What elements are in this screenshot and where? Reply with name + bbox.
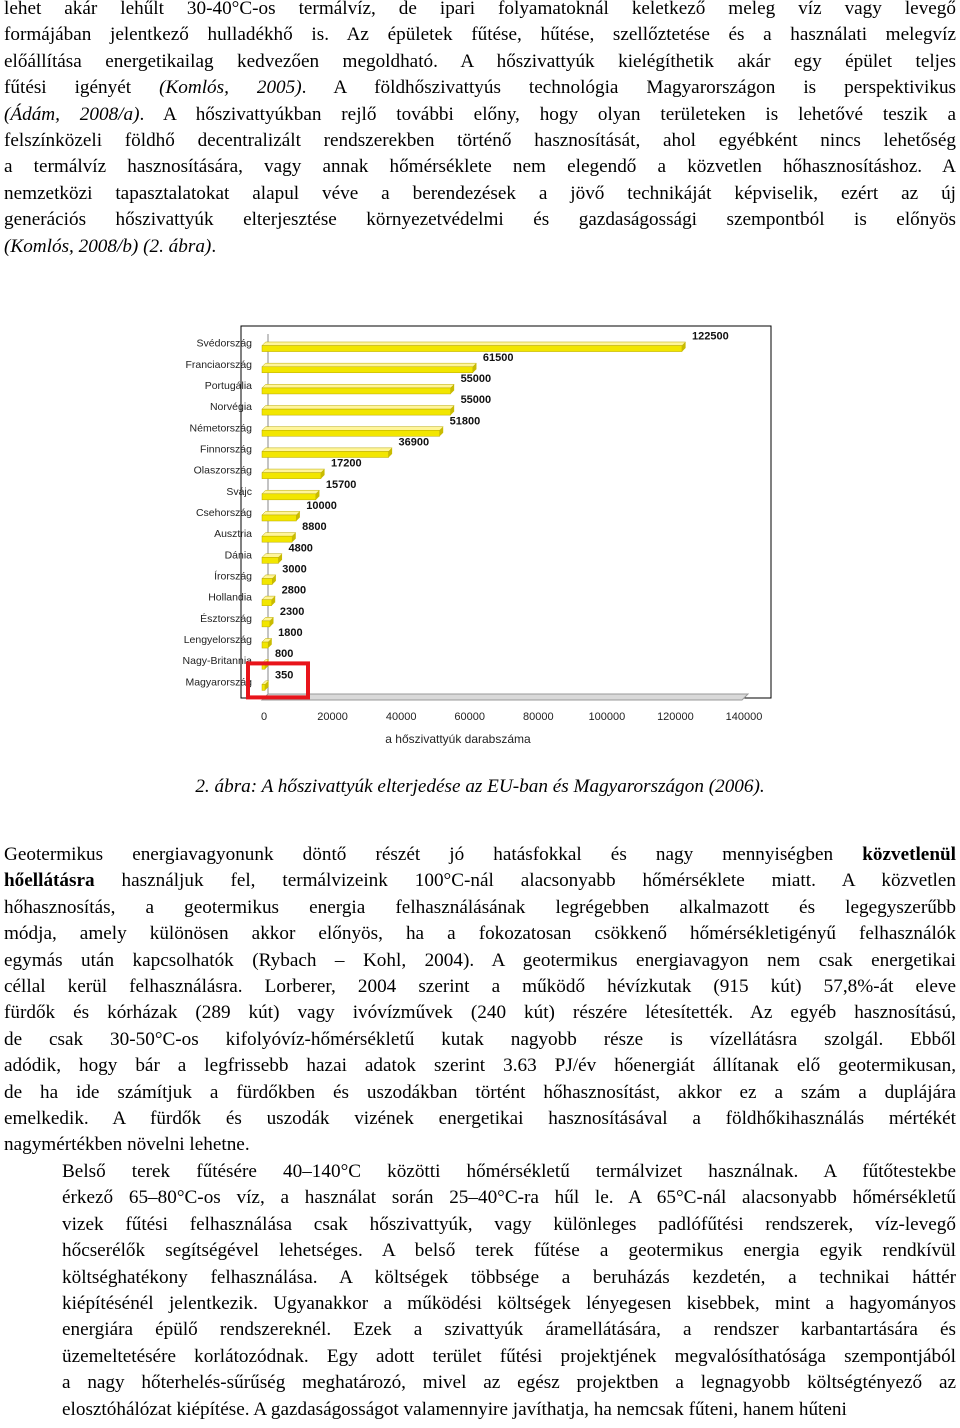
bar — [262, 515, 296, 521]
text-line: a termálvíz hasznosítására, vagy annak hőmérséklete nem elegendő a közvetlen hőhasznosításhoz. A — [4, 156, 956, 178]
text-line: formájában jelentkező hulladékhő is. Az épületek fűtése, hűtése, szellőztetése és a használati melegvíz — [4, 24, 956, 46]
bar — [262, 473, 321, 479]
value-label: 51800 — [449, 415, 481, 428]
text-line: lehet akár lehűlt 30-40°C-os termálvíz, de ipari folyamatoknál keletkező meleg víz vagy levegő — [4, 0, 956, 19]
category-label: Portugália — [204, 379, 252, 392]
figure-caption: 2. ábra: A hőszivattyúk elterjedése az EU-ban és Magyarországon (2006). — [195, 776, 765, 797]
category-label: Ausztria — [214, 528, 252, 541]
bar-top — [262, 448, 392, 452]
value-label: 10000 — [306, 500, 337, 512]
bar — [262, 536, 292, 542]
text-line: de ha ide számítjuk a fürdőkben és uszodákban történt hőhasznosítást, akkor ez a szám a duplájára — [4, 1081, 956, 1103]
category-label: Svédország — [196, 337, 252, 350]
text-line: egymás után kapcsolhatók (Rybach – Kohl, 2004). A geotermikus energiavagyon nem csak energetikai — [4, 949, 956, 971]
value-label: 15700 — [325, 478, 357, 491]
text-line: előállítása energetikailag kedvezően megoldható. A hőszivattyúk kielégíthetik akár egy épület teljes — [4, 50, 956, 72]
bar-top — [262, 363, 476, 367]
chart-floor — [262, 694, 748, 700]
category-label: Norvégia — [209, 401, 252, 414]
category-label: Csehország — [195, 507, 252, 519]
value-label: 800 — [275, 648, 294, 661]
plot-area — [241, 326, 771, 698]
value-label: 350 — [275, 669, 294, 682]
bar — [262, 494, 316, 500]
text-line: Belső terek fűtésére 40–140°C közötti hőmérsékletű termálvizet használnak. A fűtőtestekbe — [62, 1161, 956, 1182]
bar — [262, 367, 473, 373]
value-label: 1800 — [278, 627, 303, 640]
text-line: érkező 65–80°C-os víz, a használat során 25–40°C-ra hűl le. A 65°C-nál alacsonyabb hőmérsékletű — [62, 1187, 956, 1209]
x-tick-label: 140000 — [725, 711, 763, 723]
text-line: (Ádám, 2008/a). A hőszivattyúkban rejlő további előny, hogy olyan területeken is lehetővé teszik a — [4, 103, 957, 125]
text-line: céllal kerül felhasználásra. Lorberer, 2004 szerint a működő hévízkutak (915 kút) 57,8%-át eleve — [4, 976, 956, 998]
text-line: nemzetközi tapasztalatokat alapul véve a berendezések a jövő technikáját képviselik, ezért az új — [4, 182, 956, 204]
text-line: nagymértékben növelni lehetne. — [4, 1134, 250, 1156]
bar-top — [262, 427, 443, 431]
x-tick-label: 100000 — [588, 711, 626, 723]
category-label: Hollandia — [208, 591, 252, 604]
text-line: emelkedik. A fürdők és uszodák vizének energetikai hasznosításával a földhőkihasználás mértékét — [4, 1108, 956, 1130]
value-label: 55000 — [460, 394, 492, 407]
text-line: üzemeltetésére korlátozódnak. Egy adott terület fűtési projektjének megvalósíthatósága szempontjából — [62, 1345, 956, 1367]
category-label: Dánia — [224, 549, 252, 562]
bar — [262, 579, 272, 585]
chart-canvas — [168, 322, 778, 758]
category-label: Magyarország — [185, 676, 252, 689]
bar — [262, 642, 268, 648]
text-line: felszínközeli földhő decentralizált rendszerekben történő hasznosítását, ahol egyébként nincs lehetőség — [4, 130, 956, 152]
text-line: költséghatékony felhasználása. A költségek többsége a beruházás kezdetén, a technikai háttér — [62, 1266, 956, 1288]
category-label: Észtország — [200, 612, 252, 625]
bar — [262, 409, 451, 415]
bar — [262, 388, 451, 394]
bar — [262, 451, 389, 457]
value-label: 4800 — [288, 542, 313, 555]
text-line: kiépítésénél jelentkezik. Ugyanakkor a működési költségek lényegesen kisebbek, mint a hagyományos — [62, 1293, 956, 1315]
text-line: (Komlós, 2008/b) (2. ábra). — [4, 235, 217, 257]
text-line: adódik, hogy bár a legfrissebb hazai adatok szerint 3.63 PJ/év hőenergiát állítanak elő geotermikusan, — [4, 1055, 956, 1077]
bar-top — [262, 342, 686, 346]
value-label: 2300 — [279, 605, 305, 618]
bar-top — [262, 533, 296, 537]
bar-top — [262, 406, 454, 410]
value-label: 8800 — [302, 521, 327, 534]
value-label: 2800 — [281, 584, 307, 597]
bar — [262, 621, 270, 627]
category-label: Finnország — [200, 443, 252, 456]
text-line: energiára épülő rendszereknél. Ezek a szivattyúk áramellátására, a rendszer karbantartására és — [62, 1319, 956, 1341]
bar — [262, 600, 272, 606]
bar-top — [262, 469, 325, 473]
text-line: fűtési igényét (Komlós, 2005). A földhőszivattyús technológia Magyarországon is perspektivikus — [4, 77, 957, 99]
text-line: generációs hőszivattyúk elterjesztése környezetvédelmi és gazdaságossági szempontból is előnyös — [4, 209, 956, 231]
text-line: de csak 30-50°C-os kifolyóvíz-hőmérsékletű kutak nagyobb része is vízellátásra szolgál. Ebből — [4, 1028, 956, 1050]
bar — [262, 430, 440, 436]
bar — [262, 557, 278, 563]
x-tick-label: 20000 — [317, 711, 348, 723]
x-tick-label: 0 — [260, 711, 268, 723]
category-label: Olaszország — [193, 464, 252, 477]
text-line: hőcserélők segítségével lehetséges. A belső terek fűtése a geotermikus energia egyik rendkívül — [62, 1240, 956, 1262]
body-paragraph-space-heating — [4, 1159, 956, 1423]
bar — [262, 346, 682, 352]
bar-top — [262, 384, 454, 388]
text-line: hőellátásra használjuk fel, termálvizeink 100°C-nál alacsonyabb hőmérséklete miatt. A közvetlen — [4, 870, 956, 892]
x-tick-label: 40000 — [385, 711, 417, 723]
x-tick-label: 120000 — [657, 711, 694, 723]
value-label: 3000 — [282, 563, 307, 576]
intro-paragraph — [4, 0, 956, 260]
value-label: 17200 — [330, 457, 362, 470]
category-label: Nagy-Britannia — [182, 655, 252, 668]
bar-top — [262, 490, 319, 494]
category-label: Írország — [214, 570, 252, 583]
category-label: Svájc — [226, 485, 252, 498]
text-line: módja, amely különösen akkor előnyös, ha a fokozatosan csökkenő hőmérsékletigényű felhasználók — [4, 923, 956, 945]
category-label: Franciaország — [185, 358, 252, 371]
x-axis-label: a hőszivattyúk darabszáma — [385, 732, 531, 746]
value-label: 61500 — [482, 351, 514, 364]
text-line: elosztóhálózat kiépítése. A gazdaságosságot valamennyire javíthatja, ha nemcsak fűteni, hanem hűteni — [62, 1398, 847, 1420]
text-line: a nagy hőterhelés-sűrűség meghatározó, mivel az egész projektben a legnagyobb költségtényező az — [62, 1372, 956, 1394]
text-line: Geotermikus energiavagyonunk döntő részét jó hatásfokkal és nagy mennyiségben közvetlenül — [4, 844, 956, 865]
text-line: vizek fűtési felhasználása csak hőszivattyúk, vagy különleges padlófűtési rendszerek, víz-levegő — [62, 1213, 956, 1235]
bar-top — [262, 511, 300, 515]
text-line: fürdők és kórházak (289 kút) vagy ivóvízművek (240 kút) részére létesítették. Az egyéb hasznosítású, — [4, 1002, 956, 1024]
text-line: hőhasznosítás, a geotermikus energia felhasználásának legrégebben alkalmazott és legegyszerűbb — [4, 896, 956, 918]
value-label: 122500 — [692, 330, 729, 343]
value-label: 36900 — [398, 436, 430, 449]
value-label: 55000 — [460, 372, 492, 385]
x-tick-label: 80000 — [522, 711, 554, 723]
heat-pump-bar-chart — [168, 322, 778, 758]
category-label: Lengyelország — [183, 634, 252, 647]
bar — [262, 684, 265, 690]
category-label: Németország — [189, 422, 252, 435]
body-paragraph-direct-heat — [4, 842, 956, 1159]
x-tick-label: 60000 — [454, 711, 486, 723]
